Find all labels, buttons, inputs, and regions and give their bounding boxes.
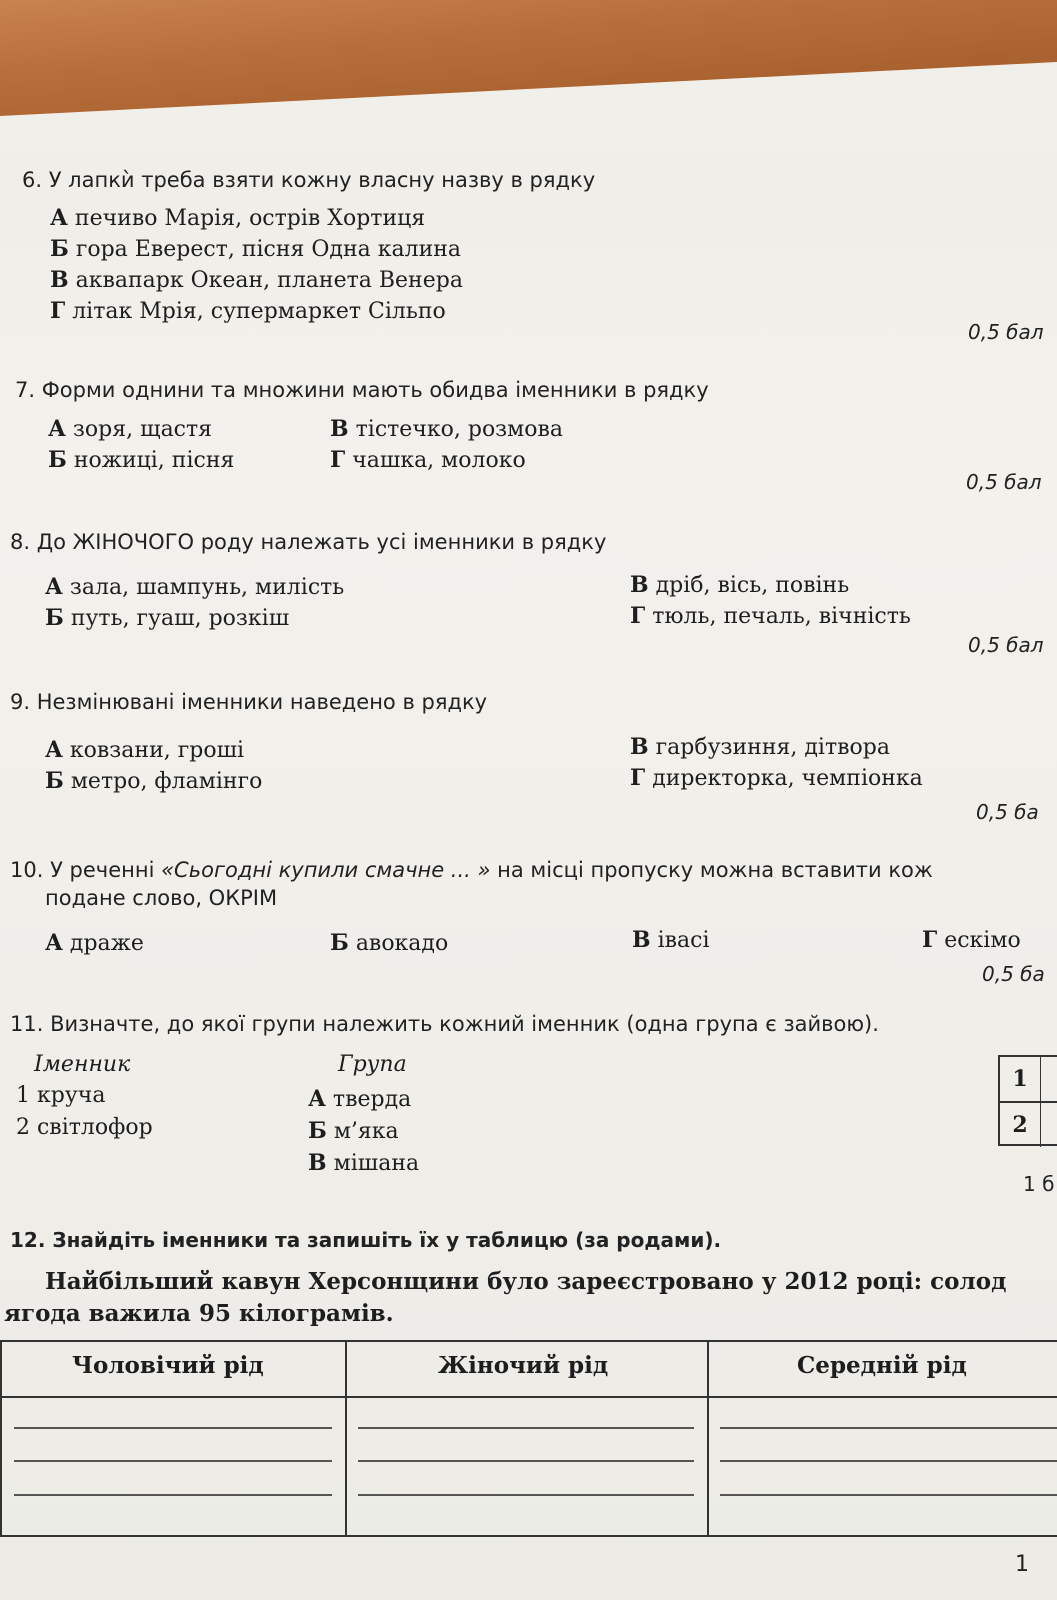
- answer-grid-row-1[interactable]: 1: [1000, 1057, 1041, 1101]
- group-option-c: В мішана: [308, 1150, 420, 1176]
- question-6-option-c: В аквапарк Океан, планета Венера: [50, 267, 463, 293]
- answer-line[interactable]: [14, 1460, 332, 1462]
- answer-line[interactable]: [14, 1494, 332, 1496]
- question-7-text: 7. Форми однини та множини мають обидва іменники в рядку: [15, 378, 709, 402]
- question-12-text: 12. Знайдіть іменники та запишіть їх у таблицю (за родами).: [10, 1228, 722, 1252]
- answer-line[interactable]: [358, 1460, 694, 1462]
- question-8-option-d: Г тюль, печаль, вічність: [630, 603, 911, 629]
- answer-line[interactable]: [720, 1460, 1057, 1462]
- question-8-text: 8. До ЖІНОЧОГО роду належать усі іменники в рядку: [10, 530, 607, 554]
- question-9-text: 9. Незмінювані іменники наведено в рядку: [10, 690, 488, 714]
- group-option-b: Б м’яка: [308, 1118, 399, 1144]
- question-8-option-a: А зала, шампунь, милість: [45, 574, 345, 600]
- question-7-option-a: А зоря, щастя: [48, 416, 213, 442]
- answer-grid: [998, 1055, 1057, 1146]
- question-11-text: 11. Визначте, до якої групи належить кожний іменник (одна група є зайвою).: [10, 1012, 879, 1036]
- question-10-text: 10. У реченні «Сьогодні купили смачне ... » на місці пропуску можна вставити кож: [10, 858, 933, 882]
- table-header-masculine: Чоловічий рід: [72, 1352, 264, 1379]
- answer-line[interactable]: [358, 1427, 694, 1429]
- question-9-option-a: А ковзани, гроші: [45, 737, 245, 763]
- question-6-option-d: Г літак Мрія, супермаркет Сільпо: [50, 298, 446, 324]
- question-9-option-d: Г директорка, чемпіонка: [630, 765, 923, 791]
- answer-line[interactable]: [14, 1427, 332, 1429]
- question-6-option-a: А печиво Марія, острів Хортиця: [50, 205, 426, 231]
- table-column-divider-2: [707, 1342, 709, 1535]
- question-10-score: 0,5 ба: [982, 962, 1045, 986]
- question-8-score: 0,5 бал: [968, 633, 1044, 657]
- question-10-text-line2: подане слово, ОКРІМ: [45, 886, 278, 910]
- table-column-divider-1: [345, 1342, 347, 1535]
- group-column-header: Група: [338, 1052, 407, 1077]
- gender-table: [0, 1340, 1057, 1537]
- question-10-option-c: В іваcі: [632, 927, 710, 953]
- question-7-option-c: В тістечко, розмова: [330, 416, 564, 442]
- question-10-option-b: Б авокадо: [330, 930, 449, 956]
- question-9-option-c: В гарбузиння, дітвора: [630, 734, 890, 760]
- question-7-option-b: Б ножиці, пісня: [48, 447, 235, 473]
- question-12-passage-line2: ягода важила 95 кілограмів.: [4, 1300, 394, 1327]
- noun-item-2: 2 світлофор: [16, 1115, 153, 1140]
- answer-line[interactable]: [720, 1494, 1057, 1496]
- table-header-neuter: Середній рід: [797, 1352, 967, 1379]
- table-border-left: [0, 1342, 2, 1535]
- question-10-option-d: Г ескімо: [922, 927, 1021, 953]
- question-6-score: 0,5 бал: [968, 320, 1044, 344]
- table-header-divider: [0, 1396, 1057, 1398]
- question-6-option-b: Б гора Еверест, пісня Одна калина: [50, 236, 462, 262]
- question-11-score: 1 б: [1023, 1172, 1055, 1196]
- table-header-feminine: Жіночий рід: [438, 1352, 609, 1379]
- question-9-option-b: Б метро, фламінго: [45, 768, 263, 794]
- question-8-option-c: В дріб, вісь, повінь: [630, 572, 850, 598]
- question-6-text: 6. У лапкѝ треба взяти кожну власну назву в рядку: [22, 168, 596, 192]
- question-8-option-b: Б путь, гуаш, розкіш: [45, 605, 290, 631]
- page-number: 1: [1015, 1552, 1029, 1577]
- group-option-a: А тверда: [308, 1086, 412, 1112]
- answer-line[interactable]: [358, 1494, 694, 1496]
- answer-line[interactable]: [720, 1427, 1057, 1429]
- question-9-score: 0,5 ба: [976, 800, 1039, 824]
- question-7-score: 0,5 бал: [966, 470, 1042, 494]
- question-12-passage-line1: Найбільший кавун Херсонщини було зареєстровано у 2012 році: солод: [45, 1268, 1007, 1295]
- noun-item-1: 1 круча: [16, 1083, 106, 1108]
- question-10-option-a: А драже: [45, 930, 144, 956]
- question-7-option-d: Г чашка, молоко: [330, 447, 526, 473]
- answer-grid-row-2[interactable]: 2: [1000, 1103, 1041, 1147]
- noun-column-header: Іменник: [34, 1052, 131, 1077]
